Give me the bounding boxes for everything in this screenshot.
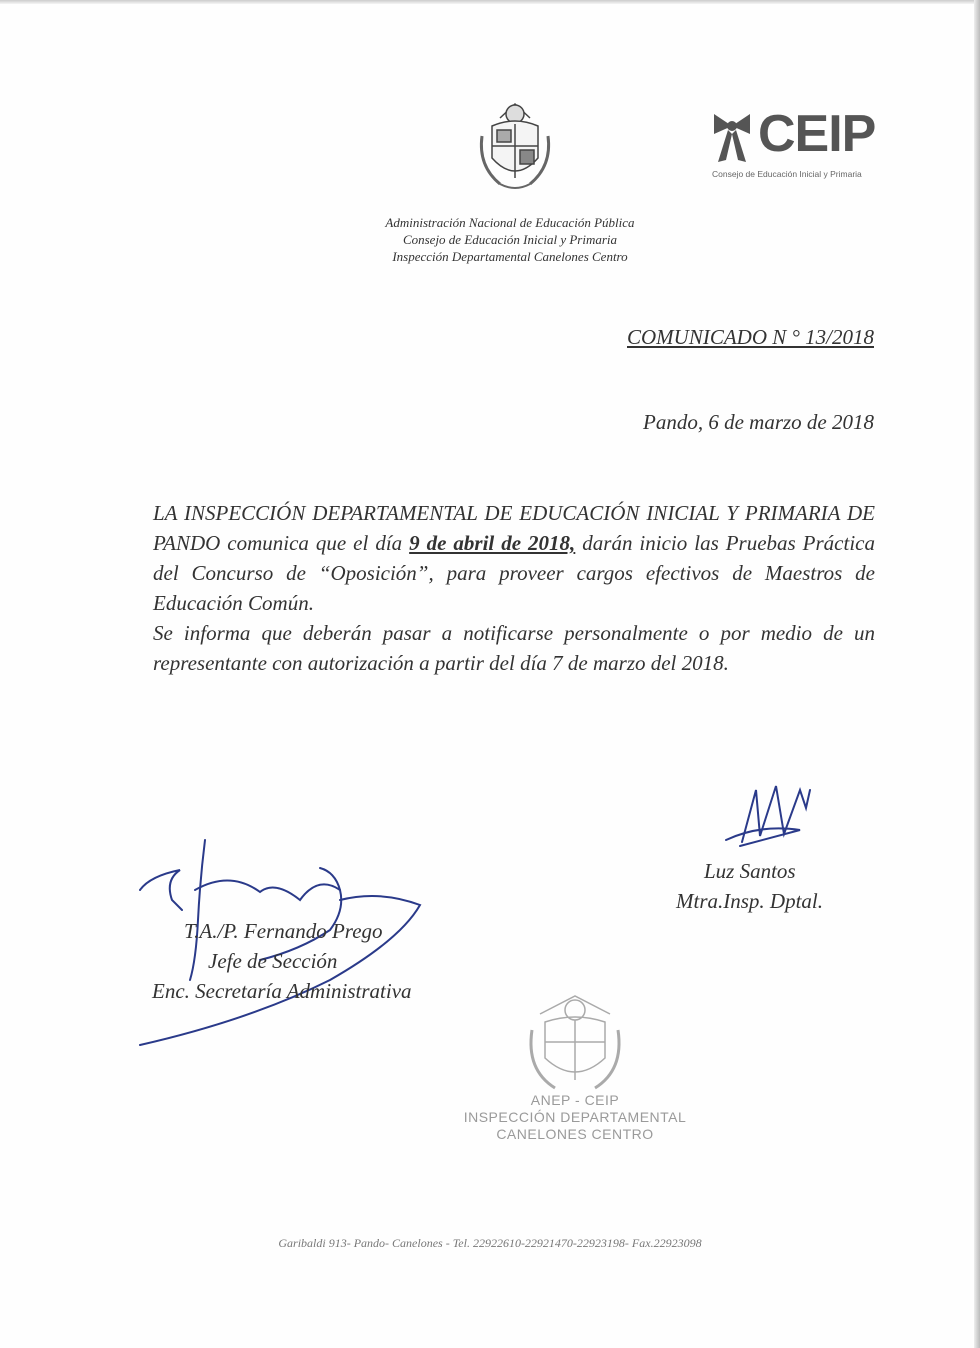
- signature-block-right: [676, 856, 876, 916]
- paragraph-notification: Se informa que deberán pasar a notificarse personalmente o por medio de un representante con autorización a partir del día 7 de marzo del 2018.: [153, 621, 875, 675]
- institution-line: Consejo de Educación Inicial y Primaria: [402, 232, 618, 247]
- signatory-name: T.A./P. Fernando Prego: [184, 919, 383, 943]
- institution-header: [330, 214, 690, 265]
- ceip-logo-text: CEIP: [758, 105, 876, 163]
- signatory-department: Enc. Secretaría Administrativa: [152, 979, 412, 1003]
- signatory-name: Luz Santos: [704, 859, 796, 883]
- stamp-line: INSPECCIÓN DEPARTAMENTAL: [463, 1109, 687, 1125]
- footer-address: Garibaldi 913- Pando- Canelones - Tel. 22922610-22921470-22923198- Fax.22923098: [278, 1236, 702, 1250]
- signature-block-left: [152, 916, 472, 1006]
- signature-right-mark: [726, 786, 810, 846]
- announcement-part1: LA INSPECCIÓN DEPARTAMENTAL DE EDUCACIÓN INICIAL Y PRIMARIA DE PANDO comunica que el día: [153, 501, 875, 555]
- institution-line: Inspección Departamental Canelones Centro: [392, 249, 628, 264]
- signatory-role: Jefe de Sección: [208, 949, 338, 973]
- coat-of-arms-icon: [470, 96, 560, 196]
- ceip-logo-subtitle: Consejo de Educación Inicial y Primaria: [712, 169, 862, 179]
- announcement-part2: darán inicio las Pruebas Práctica del Concurso de “Oposición”, para proveer cargos efectivos de Maestros de Educación Común.: [153, 531, 875, 615]
- place-date: Pando, 6 de marzo de 2018: [643, 410, 874, 434]
- stamp-line: ANEP - CEIP: [530, 1092, 620, 1108]
- stamp-line: CANELONES CENTRO: [496, 1126, 654, 1142]
- document-number: COMUNICADO N ° 13/2018: [627, 325, 874, 349]
- stamp-text: [460, 1092, 690, 1143]
- signatory-role: Mtra.Insp. Dptal.: [676, 889, 823, 913]
- scan-right-edge: [974, 0, 980, 1348]
- scan-top-edge: [0, 0, 980, 4]
- highlighted-date: 9 de abril de 2018,: [409, 531, 576, 555]
- institution-line: Administración Nacional de Educación Pública: [385, 215, 635, 230]
- document-body: [153, 498, 875, 678]
- paragraph-announcement: [153, 498, 875, 618]
